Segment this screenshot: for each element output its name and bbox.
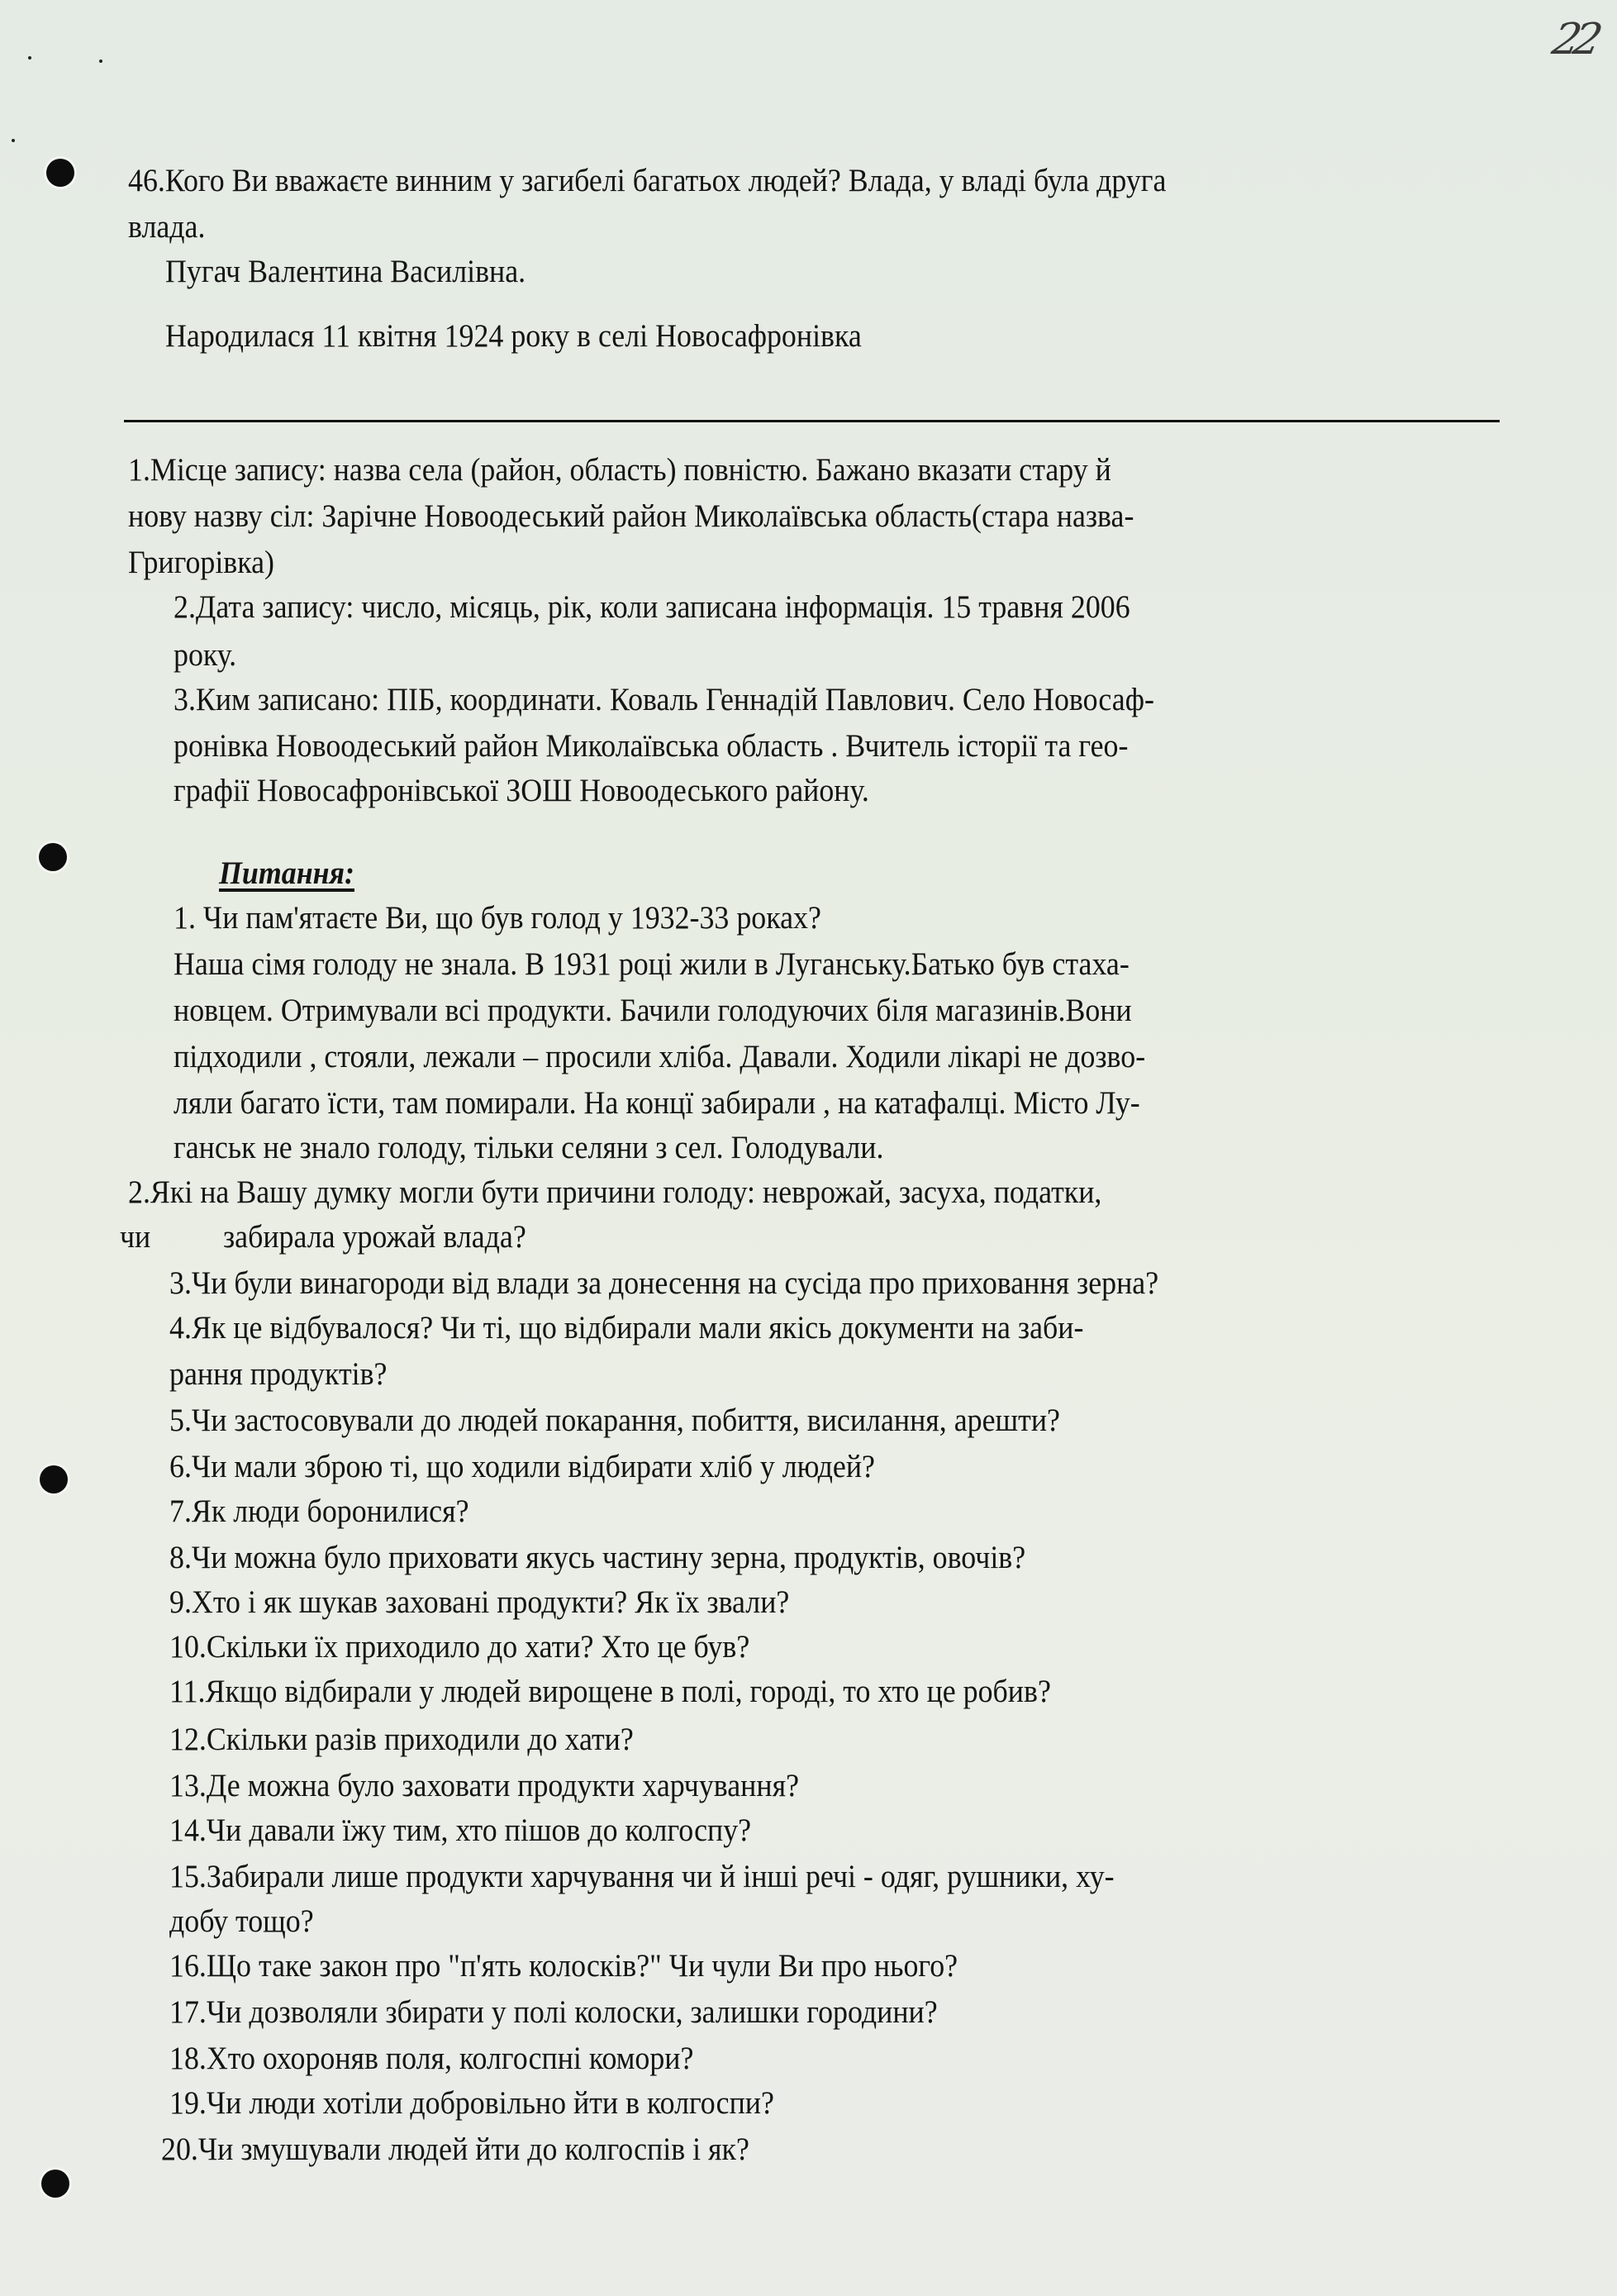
question-2-line2: забирала урожай влада?	[223, 1219, 526, 1255]
punch-hole	[39, 843, 67, 871]
question-item: рання продуктів?	[169, 1356, 388, 1392]
question-1: 1. Чи пам'ятаєте Ви, що був голод у 1932-33 роках?	[174, 900, 821, 936]
question-item: 15.Забирали лише продукти харчування чи й інші речі - одяг, рушники, ху-	[169, 1859, 1115, 1894]
answer-1-line: підходили , стояли, лежали – просили хліба. Давали. Ходили лікарі не дозво-	[174, 1039, 1146, 1074]
question-item: 20.Чи змушували людей йти до колгоспів і як?	[161, 2132, 749, 2167]
record-recorder-line3: графії Новосафронівської ЗОШ Новоодеського району.	[174, 773, 869, 808]
question-item: 11.Якщо відбирали у людей вирощене в полі, городі, то хто це робив?	[169, 1674, 1051, 1709]
punch-hole	[41, 2170, 69, 2198]
question-item: 13.Де можна було заховати продукти харчування?	[169, 1768, 800, 1803]
question-item: 14.Чи давали їжу тим, хто пішов до колгоспу?	[169, 1813, 752, 1848]
question-item: 10.Скільки їх приходило до хати? Хто це був?	[169, 1629, 750, 1665]
record-place-line2: нову назву сіл: Зарічне Новоодеський район Миколаївська область(стара назва-	[128, 498, 1134, 534]
punch-hole	[46, 159, 74, 187]
question-2-line1: 2.Які на Вашу думку могли бути причини голоду: неврожай, засуха, податки,	[128, 1174, 1102, 1210]
question-item: 12.Скільки разів приходили до хати?	[169, 1722, 634, 1757]
respondent-name: Пугач Валентина Василівна.	[165, 254, 526, 289]
question-item: 18.Хто охороняв поля, колгоспні комори?	[169, 2041, 694, 2076]
speck	[99, 60, 102, 63]
question-item: добу тощо?	[169, 1903, 314, 1939]
question-46-line2: влада.	[128, 209, 206, 245]
question-item: 8.Чи можна було приховати якусь частину зерна, продуктів, овочів?	[169, 1540, 1026, 1575]
answer-1-line: новцем. Отримували всі продукти. Бачили голодуючих біля магазинів.Вони	[174, 993, 1132, 1028]
record-place-line3: Григорівка)	[128, 545, 275, 580]
record-place-line1: 1.Місце запису: назва села (район, область) повністю. Бажано вказати стару й	[128, 452, 1111, 488]
answer-1-line: ганськ не знало голоду, тільки селяни з сел. Голодували.	[174, 1130, 884, 1165]
answer-1-line: ляли багато їсти, там помирали. На концї забирали , на катафалці. Місто Лу-	[174, 1085, 1140, 1121]
question-item: 3.Чи були винагороди від влади за донесення на сусіда про приховання зерна?	[169, 1265, 1159, 1301]
speck	[12, 139, 15, 142]
question-item: 6.Чи мали зброю ті, що ходили відбирати хліб у людей?	[169, 1449, 875, 1484]
question-item: 7.Як люди боронилися?	[169, 1493, 469, 1529]
question-item: 4.Як це відбувалося? Чи ті, що відбирали мали якісь документи на заби-	[169, 1310, 1084, 1346]
handwritten-page-number: 22	[1548, 15, 1600, 64]
question-46-line1: 46.Кого Ви вважаєте винним у загибелі багатьох людей? Влада, у владі була друга	[128, 163, 1167, 198]
answer-1-line: Наша сімя голоду не знала. В 1931 році жили в Луганську.Батько був стаха-	[174, 946, 1130, 982]
speck	[28, 56, 31, 60]
question-item: 17.Чи дозволяли збирати у полі колоски, залишки городини?	[169, 1994, 938, 2030]
record-recorder-line2: ронівка Новоодеський район Миколаївська область . Вчитель історії та гео-	[174, 728, 1129, 764]
question-item: 19.Чи люди хотіли добровільно йти в колгоспи?	[169, 2085, 774, 2121]
record-recorder-line1: 3.Ким записано: ПІБ, координати. Коваль Геннадій Павлович. Село Новосаф-	[174, 682, 1154, 717]
record-date-line2: року.	[174, 637, 237, 673]
question-2-prefix: чи	[120, 1219, 151, 1255]
questions-heading: Питання:	[219, 855, 354, 891]
birth-info: Народилася 11 квітня 1924 року в селі Новосафронівка	[165, 318, 862, 354]
record-date-line1: 2.Дата запису: число, місяць, рік, коли записана інформація. 15 травня 2006	[174, 589, 1130, 625]
question-item: 5.Чи застосовували до людей покарання, побиття, висилання, арешти?	[169, 1403, 1060, 1438]
question-item: 9.Хто і як шукав заховані продукти? Як їх звали?	[169, 1584, 790, 1620]
divider-line	[124, 420, 1500, 422]
punch-hole	[40, 1465, 68, 1493]
question-item: 16.Що таке закон про "п'ять колосків?" Чи чули Ви про нього?	[169, 1948, 958, 1984]
